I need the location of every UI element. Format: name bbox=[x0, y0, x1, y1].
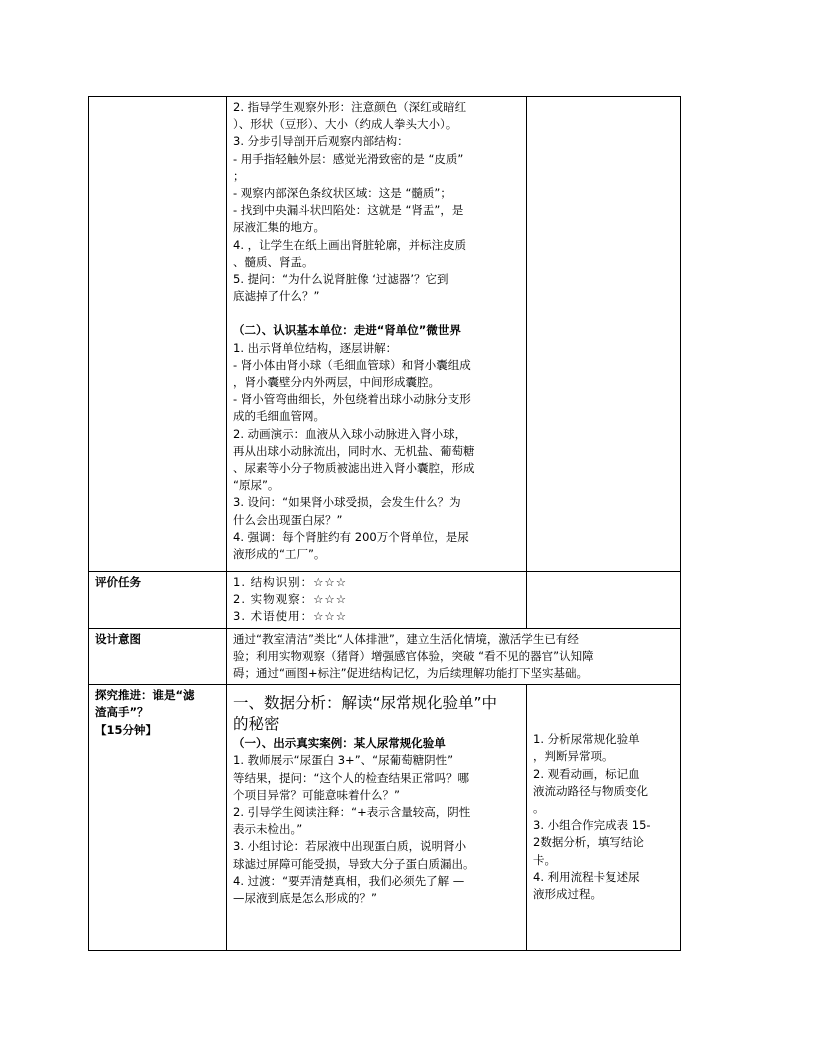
inquiry-row bbox=[89, 685, 681, 951]
student-activity-cell bbox=[527, 97, 681, 572]
text-line: 1. 教师展示“尿蛋白 3+”、“尿葡萄糖阴性” bbox=[233, 753, 454, 768]
text-line: ，肾小囊壁分内外两层，中间形成囊腔。 bbox=[233, 375, 440, 390]
text-line: ； bbox=[233, 168, 245, 183]
text-line: 液流动路径与物质变化 bbox=[533, 783, 648, 798]
inquiry-label-line: 渣高手”？ bbox=[95, 705, 149, 720]
text-line: —尿液到底是怎么形成的？” bbox=[233, 891, 377, 906]
text-line: 成的毛细血管网。 bbox=[233, 409, 325, 424]
inquiry-teacher-cell bbox=[227, 685, 527, 951]
text-line: 3. 分步引导剖开后观察内部结构： bbox=[233, 134, 409, 149]
text-line: 2. 动画演示：血液从入球小动脉进入肾小球， bbox=[233, 426, 467, 441]
text-line: - 观察内部深色条纹状区域：这是 “髓质”； bbox=[233, 186, 452, 201]
design-intent-row bbox=[89, 628, 681, 685]
text-line: 表示未检出。” bbox=[233, 822, 303, 837]
text-line: - 肾小体由肾小球（毛细血管球）和肾小囊组成 bbox=[233, 357, 471, 372]
text-line: 。 bbox=[533, 801, 545, 816]
text-line: 3. 小组讨论：若尿液中出现蛋白质，说明肾小 bbox=[233, 839, 467, 854]
design-intent-label: 设计意图 bbox=[89, 628, 227, 685]
text-line: 2数据分析，填写结论 bbox=[533, 835, 644, 850]
text-line: ，判断异常项。 bbox=[533, 749, 614, 764]
section-subheading: （一）、出示真实案例：某人尿常规化验单 bbox=[233, 736, 446, 751]
text-line: 卡。 bbox=[533, 852, 556, 867]
text-line: 碍；通过“画图+标注”促进结构记忆，为后续理解功能打下坚实基础。 bbox=[233, 666, 589, 681]
text-line: 底滤掉了什么？” bbox=[233, 289, 320, 304]
evaluation-items-cell bbox=[227, 572, 527, 629]
evaluation-label: 评价任务 bbox=[89, 572, 227, 629]
text-line: 3. 设问：“如果肾小球受损，会发生什么？为 bbox=[233, 495, 461, 510]
text-line: 液形成的“工厂”。 bbox=[233, 547, 326, 562]
evaluation-item: 2. 实物观察：☆☆☆ bbox=[233, 592, 348, 607]
evaluation-item: 3. 术语使用：☆☆☆ bbox=[233, 609, 348, 624]
inquiry-duration: 【15分钟】 bbox=[95, 722, 158, 737]
text-line: 4. 利用流程卡复述尿 bbox=[533, 869, 640, 884]
lesson-plan-table bbox=[88, 96, 681, 951]
text-line: 2. 指导学生观察外形：注意颜色（深红或暗红 bbox=[233, 100, 467, 114]
teaching-process-row bbox=[89, 97, 681, 572]
text-line: 验；利用实物观察（猪肾）增强感官体验，突破 “看不见的器官”认知障 bbox=[233, 648, 594, 663]
text-line: ）、形状（豆形）、大小（约成人拳头大小）。 bbox=[233, 117, 458, 132]
text-line: 4. 过渡：“要弄清楚真相，我们必须先了解 — bbox=[233, 873, 465, 888]
teacher-activity-cell bbox=[227, 97, 527, 572]
text-line: - 肾小管弯曲细长，外包绕着出球小动脉分支形 bbox=[233, 392, 471, 407]
text-line: 4. 强调：每个肾脏约有 200万个肾单位，是尿 bbox=[233, 529, 469, 544]
text-line: 4. ，让学生在纸上画出肾脏轮廓，并标注皮质 bbox=[233, 237, 467, 252]
section-heading-cont: 的秘密 bbox=[233, 715, 280, 734]
inquiry-label-cell bbox=[89, 685, 227, 951]
text-line: “原尿”。 bbox=[233, 478, 280, 493]
text-line: 个项目异常？可能意味着什么？” bbox=[233, 787, 400, 802]
empty-label-cell bbox=[89, 97, 227, 572]
text-line: 5. 提问：“为什么说肾脏像 ‘过滤器’？它到 bbox=[233, 272, 449, 287]
evaluation-row bbox=[89, 572, 681, 629]
text-line: 3. 小组合作完成表 15- bbox=[533, 818, 651, 833]
inquiry-label-line: 探究推进：谁是“滤 bbox=[95, 688, 195, 703]
text-line: 2. 引导学生阅读注释：“+表示含量较高，阴性 bbox=[233, 805, 471, 820]
section-heading: 一、数据分析：解读“尿常规化验单”中 bbox=[233, 694, 498, 713]
text-line: 什么会出现蛋白尿？” bbox=[233, 512, 343, 527]
evaluation-empty-cell bbox=[527, 572, 681, 629]
evaluation-item: 1. 结构识别：☆☆☆ bbox=[233, 575, 348, 589]
design-intent-text-cell bbox=[227, 628, 681, 685]
paragraph-gap bbox=[233, 305, 520, 322]
text-line: 1. 分析尿常规化验单 bbox=[533, 732, 640, 747]
text-line: 尿液汇集的地方。 bbox=[233, 220, 325, 235]
text-line: - 找到中央漏斗状凹陷处：这就是 “肾盂”，是 bbox=[233, 203, 464, 218]
text-line: - 用手指轻触外层：感觉光滑致密的是 “皮质” bbox=[233, 151, 464, 166]
text-line: 再从出球小动脉流出，同时水、无机盐、葡萄糖 bbox=[233, 443, 475, 458]
text-line: 球滤过屏障可能受损，导致大分子蛋白质漏出。 bbox=[233, 856, 475, 871]
text-line: 1. 出示肾单位结构，逐层讲解： bbox=[233, 340, 398, 355]
text-line: 通过“教室清洁”类比“人体排泄”，建立生活化情境，激活学生已有经 bbox=[233, 631, 579, 646]
text-line: 液形成过程。 bbox=[533, 887, 602, 902]
text-line: 、髓质、肾盂。 bbox=[233, 254, 314, 269]
text-line: 、尿素等小分子物质被滤出进入肾小囊腔，形成 bbox=[233, 461, 475, 476]
text-line: 等结果，提问：“这个人的检查结果正常吗？哪 bbox=[233, 770, 469, 785]
section-subheading: （二）、认识基本单位：走进“肾单位”微世界 bbox=[233, 323, 461, 338]
inquiry-student-cell bbox=[527, 685, 681, 951]
text-line: 2. 观看动画，标记血 bbox=[533, 766, 640, 781]
